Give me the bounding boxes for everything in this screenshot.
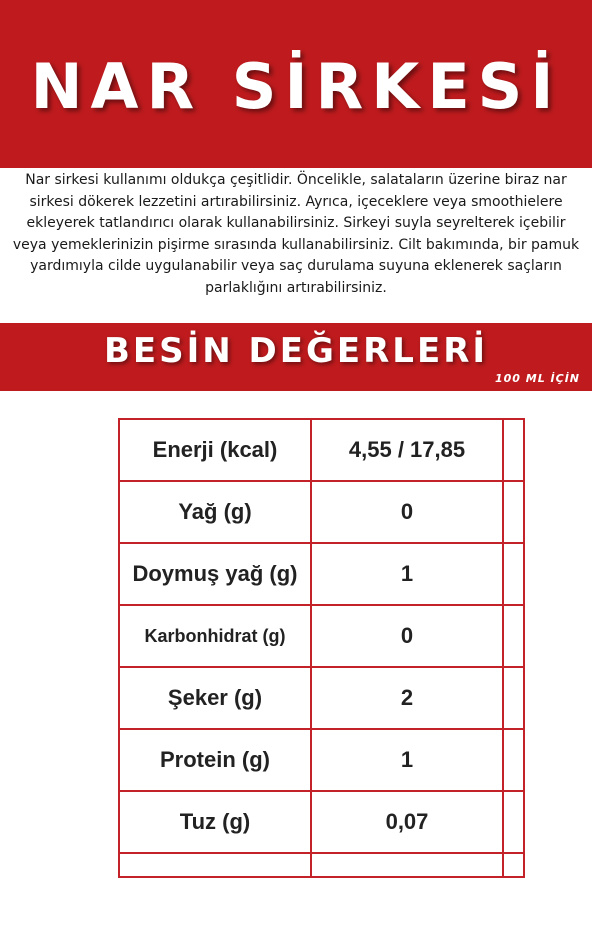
table-row xyxy=(119,667,524,729)
nutrient-value: 0,07 xyxy=(311,791,503,853)
table-row xyxy=(119,791,524,853)
table-row-empty xyxy=(119,853,524,877)
blank-cell xyxy=(503,853,524,877)
nutrient-label: Doymuş yağ (g) xyxy=(119,543,311,605)
nutrient-label: Karbonhidrat (g) xyxy=(119,605,311,667)
intro-paragraph: Nar sirkesi kullanımı oldukça çeşitlidir. Öncelikle, salataların üzerine biraz nar sirkesi dökerek lezzetini artırabilirsiniz. Ayrıca, içeceklere veya smoothielere ekleyerek tatlandırıcı olarak kullanabilirsiniz. Sirkeyi suyla seyrelterek içebilir veya yemeklerinizin pişirme sırasında kullanabilirsiniz. Cilt bakımında, bir pamuk yardımıyla cilde uygulanabilir veya saç durulama suyuna eklenerek saçların parlaklığını artırabilirsiniz. xyxy=(12,172,580,296)
blank-cell xyxy=(119,853,311,877)
nutrition-table xyxy=(118,418,525,878)
nutrient-value: 1 xyxy=(311,729,503,791)
blank-cell xyxy=(503,605,524,667)
blank-cell xyxy=(503,791,524,853)
nutrient-value: 0 xyxy=(311,605,503,667)
nutrient-label: Protein (g) xyxy=(119,729,311,791)
table-row xyxy=(119,419,524,481)
nutrient-label: Yağ (g) xyxy=(119,481,311,543)
page-title: NAR SİRKESİ xyxy=(30,50,562,123)
nutrient-value: 4,55 / 17,85 xyxy=(311,419,503,481)
nutrient-label: Tuz (g) xyxy=(119,791,311,853)
nutrient-value: 1 xyxy=(311,543,503,605)
nutrient-value: 0 xyxy=(311,481,503,543)
nutrient-label: Şeker (g) xyxy=(119,667,311,729)
table-row xyxy=(119,481,524,543)
table-row xyxy=(119,605,524,667)
section-title: BESİN DEĞERLERİ xyxy=(103,331,489,371)
serving-note: 100 ML İÇİN xyxy=(494,372,580,385)
table-row xyxy=(119,729,524,791)
nutrient-value: 2 xyxy=(311,667,503,729)
nutrient-label: Enerji (kcal) xyxy=(119,419,311,481)
table-row xyxy=(119,543,524,605)
blank-cell xyxy=(503,667,524,729)
blank-cell xyxy=(503,419,524,481)
blank-cell xyxy=(311,853,503,877)
blank-cell xyxy=(503,729,524,791)
blank-cell xyxy=(503,481,524,543)
blank-cell xyxy=(503,543,524,605)
